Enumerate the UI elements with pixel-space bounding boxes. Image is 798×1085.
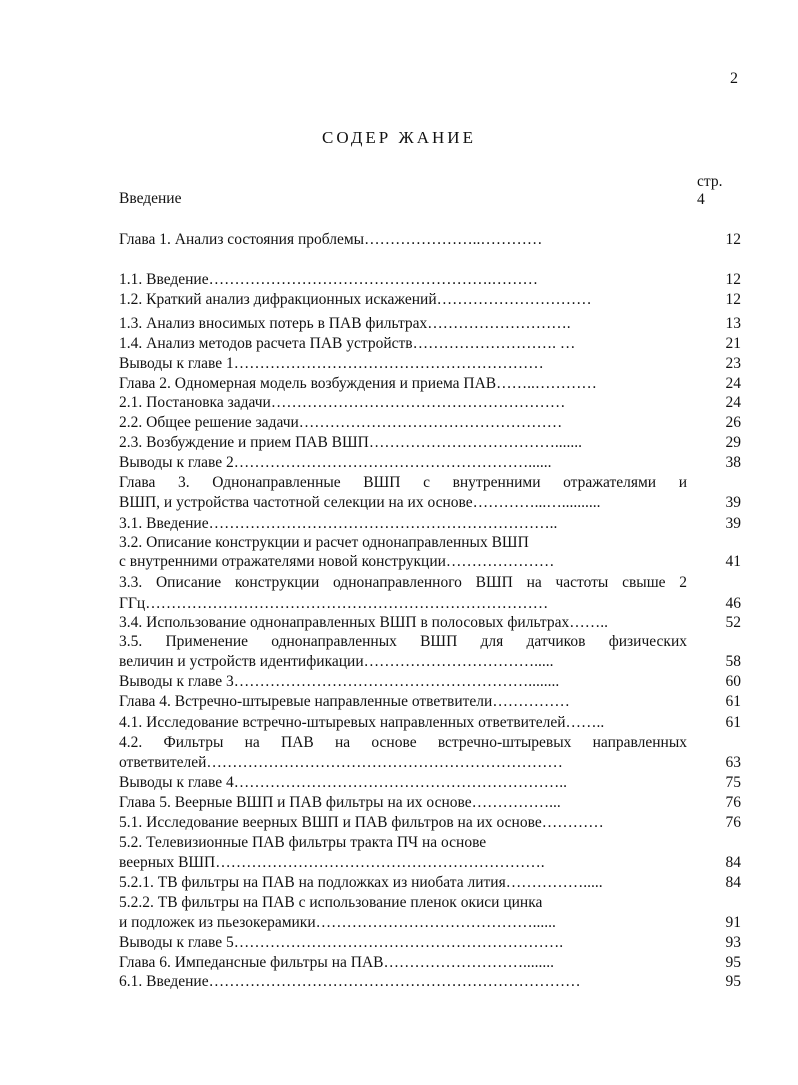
toc-entry [119, 753, 741, 773]
toc-intro-title: Введение [119, 190, 182, 207]
toc-entry [119, 853, 741, 873]
toc-entry-page: 24 [725, 375, 741, 392]
toc-entry-title: величин и устройств идентификации……………………………..... [119, 653, 554, 670]
toc-entry-page: 24 [725, 394, 741, 411]
toc-entry [119, 893, 741, 913]
toc-entry-title: ГГц…………………………………………………………………… [119, 595, 549, 612]
toc-entry-title: 3.5. Применение однонаправленных ВШП для датчиков физических [119, 633, 687, 650]
toc-entry-page: 93 [725, 934, 741, 951]
toc-entry-page: 95 [725, 973, 741, 990]
toc-entry [119, 493, 741, 513]
toc-entry-title: 1.1. Введение……………………………………………….……… [119, 271, 538, 288]
toc-entry-title: ответвителей…………………………………………………………… [119, 754, 563, 771]
page-column-label: стр. [697, 173, 723, 190]
toc-entry-title: 2.1. Постановка задачи………………………………………………… [119, 394, 566, 411]
toc-entry [119, 393, 741, 413]
toc-entry-title: 5.1. Исследование веерных ВШП и ПАВ фильтров на их основе………… [119, 814, 604, 831]
toc-entry [119, 833, 741, 853]
intro-page-number: 4 [697, 191, 705, 208]
toc-entry-title: веерных ВШП………………………………………………………. [119, 854, 545, 871]
toc-entry [119, 692, 741, 712]
toc-entry [119, 813, 741, 833]
toc-entry [119, 230, 741, 250]
toc-entry [119, 334, 741, 354]
toc-entry-page: 12 [725, 231, 741, 248]
toc-entry-page: 84 [725, 854, 741, 871]
toc-entry [119, 552, 741, 572]
toc-entry-title: 2.2. Общее решение задачи…………………………………………… [119, 414, 563, 431]
toc-entry-title: 1.2. Краткий анализ дифракционных искажений………………………… [119, 291, 592, 308]
toc-entry-page: 52 [725, 614, 741, 631]
page-title: СОДЕР ЖАНИЕ [322, 128, 476, 147]
toc-entry [119, 270, 741, 290]
toc-entry-page: 23 [725, 355, 741, 372]
toc-entry [119, 413, 741, 433]
toc-entry [119, 953, 741, 973]
toc-entry-page: 26 [725, 414, 741, 431]
toc-entry-title: Глава 5. Веерные ВШП и ПАВ фильтры на их основе……………... [119, 794, 561, 811]
toc-entry-title: 3.3. Описание конструкции однонаправленного ВШП на частоты свыше 2 [119, 574, 687, 591]
toc-entry-page: 61 [725, 693, 741, 710]
toc-entry-page: 60 [725, 673, 741, 690]
toc-entry-title: и подложек из пьезокерамики……………………………………...... [119, 914, 556, 931]
toc-entry-title: ВШП, и устройства частотной селекции на их основе…………...….......... [119, 494, 601, 511]
toc-entry-page: 84 [725, 874, 741, 891]
toc-entry [119, 873, 741, 893]
toc-entry-page: 61 [725, 714, 741, 731]
toc-entry-title: Глава 2. Одномерная модель возбуждения и приема ПАВ……..………… [119, 375, 597, 392]
toc-entry-title: Выводы к главе 2…………………………………………………...... [119, 454, 552, 471]
toc-entry [119, 793, 741, 813]
toc-entry [119, 632, 741, 652]
toc-entry [119, 594, 741, 614]
toc-entry-title: Выводы к главе 4……………………………………………………….. [119, 774, 568, 791]
toc-entry-title: Глава 4. Встречно-штыревые направленные ответвители…………… [119, 693, 570, 710]
toc-entry-title: 1.3. Анализ вносимых потерь в ПАВ фильтрах………………………. [119, 315, 571, 332]
toc-entry [119, 773, 741, 793]
toc-entry [119, 613, 741, 633]
toc-entry-page: 39 [725, 494, 741, 511]
toc-entry-title: Глава 3. Однонаправленные ВШП с внутренними отражателями и [119, 474, 687, 491]
toc-entry [119, 972, 741, 992]
toc-entry-page: 75 [725, 774, 741, 791]
toc-entry-page: 58 [725, 653, 741, 670]
toc-entry [119, 433, 741, 453]
toc-entry-page: 95 [725, 954, 741, 971]
toc-entry-page: 46 [725, 595, 741, 612]
toc-entry-page: 21 [725, 335, 741, 352]
toc-entry-title: Глава 6. Импедансные фильтры на ПАВ………………………........ [119, 954, 554, 971]
toc-entry [119, 913, 741, 933]
toc-entry-page: 76 [725, 794, 741, 811]
toc-entry-title: Выводы к главе 5………………………………………………………. [119, 934, 564, 951]
toc-entry [119, 652, 741, 672]
toc-entry-title: 4.2. Фильтры на ПАВ на основе встречно-штыревых направленных [119, 734, 687, 751]
toc-entry-title: 3.2. Описание конструкции и расчет однонаправленных ВШП [119, 534, 529, 551]
toc-entry-page: 12 [725, 291, 741, 308]
toc-entry-title: 5.2. Телевизионные ПАВ фильтры тракта ПЧ на основе [119, 834, 487, 851]
toc-entry-page: 41 [725, 553, 741, 570]
toc-entry [119, 533, 741, 553]
toc-entry-title: с внутренними отражателями новой конструкции………………… [119, 553, 555, 570]
toc-entry-title: 5.2.2. ТВ фильтры на ПАВ с использование пленок окиси цинка [119, 894, 543, 911]
toc-entry-title: Глава 1. Анализ состояния проблемы…………………..………… [119, 231, 543, 248]
toc-entry-page: 12 [725, 271, 741, 288]
toc-entry [119, 290, 741, 310]
toc-entry [119, 314, 741, 334]
toc-entry-page: 76 [725, 814, 741, 831]
toc-entry-title: Выводы к главе 1…………………………………………………… [119, 355, 544, 372]
toc-entry [119, 374, 741, 394]
toc-entry-page: 38 [725, 454, 741, 471]
toc-entry [119, 733, 741, 753]
toc-entry-title: 2.3. Возбуждение и прием ПАВ ВШП………………………………....... [119, 434, 582, 451]
toc-entry [119, 354, 741, 374]
toc-entry-title: 4.1. Исследование встречно-штыревых направленных ответвителей…….. [119, 714, 605, 731]
toc-entry-page: 29 [725, 434, 741, 451]
toc-entry-title: Выводы к главе 3…………………………………………………........ [119, 673, 560, 690]
toc-entry-title: 5.2.1. ТВ фильтры на ПАВ на подложках из ниобата лития……………..... [119, 874, 603, 891]
toc-entry [119, 672, 741, 692]
toc-entry [119, 473, 741, 493]
page-number: 2 [730, 70, 738, 87]
toc-entry-title: 3.1. Введение………………………………………………………….. [119, 515, 558, 532]
toc-entry [119, 933, 741, 953]
toc-entry [119, 573, 741, 593]
toc-entry [119, 514, 741, 534]
toc-entry-page: 13 [725, 315, 741, 332]
toc-intro [119, 189, 741, 209]
toc-entry-page: 63 [725, 754, 741, 771]
toc-entry-title: 1.4. Анализ методов расчета ПАВ устройств………………………. … [119, 335, 576, 352]
toc-entry-page: 39 [725, 515, 741, 532]
toc-entry-title: 3.4. Использование однонаправленных ВШП в полосовых фильтрах…….. [119, 614, 609, 631]
toc-entry-page: 91 [725, 914, 741, 931]
toc-entry-title: 6.1. Введение……………………………………………………………… [119, 973, 581, 990]
toc-entry [119, 713, 741, 733]
toc-entry [119, 453, 741, 473]
